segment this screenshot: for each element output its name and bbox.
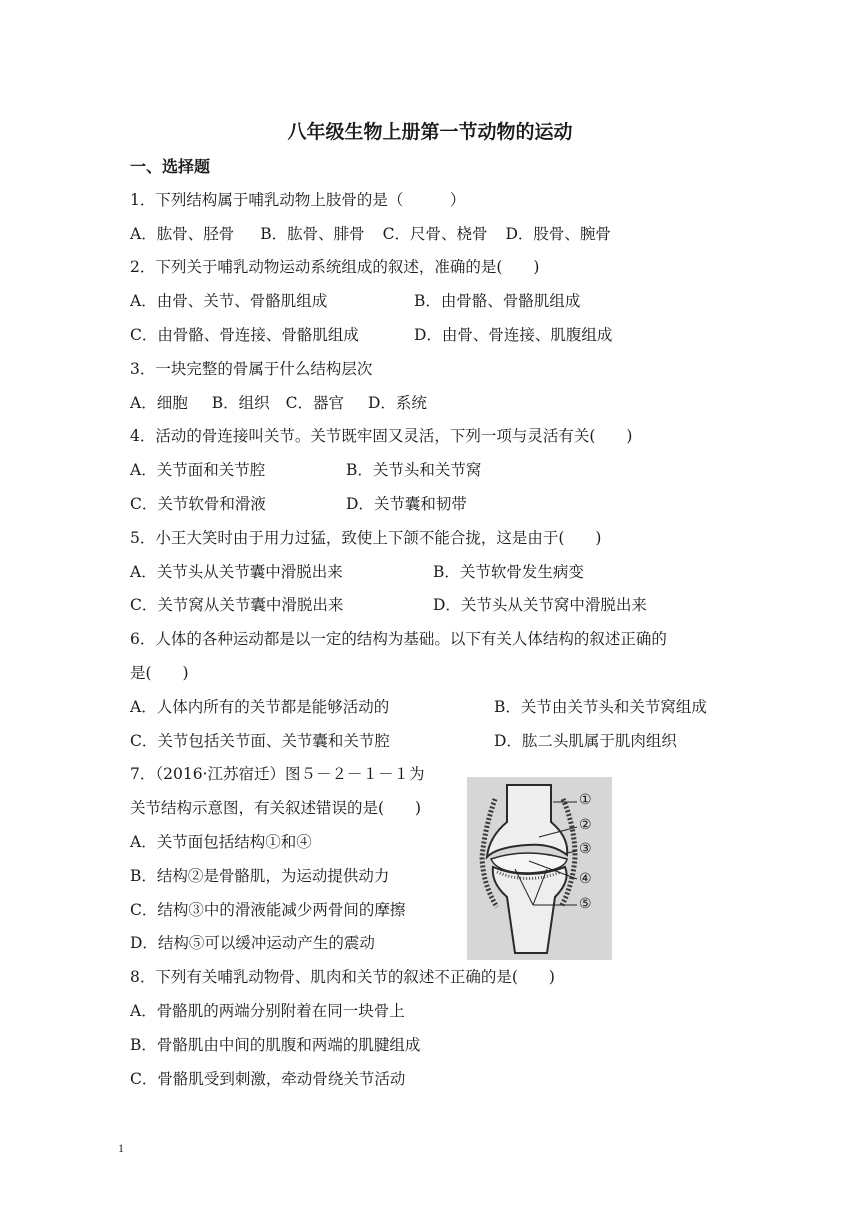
question-3-stem: 3．一块完整的骨属于什么结构层次	[130, 360, 373, 378]
q1-option-a: A．肱骨、胫骨	[130, 225, 235, 243]
q6-option-c: C．关节包括关节面、关节囊和关节腔	[130, 732, 390, 750]
q2-option-a: A．由骨、关节、骨骼肌组成	[130, 292, 328, 310]
q8-option-c: C．骨骼肌受到刺激，牵动骨绕关节活动	[130, 1070, 406, 1088]
q6-option-b: B．关节由关节头和关节窝组成	[494, 698, 707, 716]
question-2-stem: 2．下列关于哺乳动物运动系统组成的叙述，准确的是( )	[130, 258, 540, 276]
page-title: 八年级生物上册第一节动物的运动	[287, 121, 573, 143]
q8-option-a: A．骨骼肌的两端分别附着在同一块骨上	[130, 1002, 405, 1020]
q4-option-c: C．关节软骨和滑液	[130, 495, 266, 513]
page-number: 1	[118, 1141, 124, 1155]
q3-option-d: D．系统	[367, 394, 427, 412]
q3-option-c: C．器官	[285, 394, 344, 412]
q1-option-b: B．肱骨、腓骨	[260, 225, 365, 243]
joint-structure-figure	[467, 777, 612, 960]
q5-option-c: C．关节窝从关节囊中滑脱出来	[130, 596, 344, 614]
question-1-options	[130, 223, 611, 245]
q3-option-a: A．细胞	[130, 394, 188, 412]
question-6-stem: 6．人体的各种运动都是以一定的结构为基础。以下有关人体结构的叙述正确的	[130, 630, 667, 648]
q5-option-a: A．关节头从关节囊中滑脱出来	[130, 563, 343, 581]
figure-label-5: ⑤	[579, 896, 592, 912]
q7-option-d: D．结构⑤可以缓冲运动产生的震动	[130, 934, 375, 952]
figure-label-3: ③	[579, 841, 592, 857]
question-7-stem: 7．（2016·江苏宿迁）图５－２－１－１为	[130, 765, 425, 783]
q4-option-d: D．关节囊和韧带	[346, 495, 467, 513]
section-heading: 一、选择题	[130, 157, 211, 176]
figure-label-2: ②	[579, 817, 592, 833]
q4-option-a: A．关节面和关节腔	[130, 461, 266, 479]
q2-option-b: B．由骨骼、骨骼肌组成	[414, 292, 581, 310]
q1-option-d: D．股骨、腕骨	[505, 225, 611, 243]
q7-option-c: C．结构③中的滑液能减少两骨间的摩擦	[130, 901, 406, 919]
q2-option-c: C．由骨骼、骨连接、骨骼肌组成	[130, 326, 359, 344]
q7-option-b: B．结构②是骨骼肌，为运动提供动力	[130, 867, 390, 885]
question-4-stem: 4．活动的骨连接叫关节。关节既牢固又灵活，下列一项与灵活有关( )	[130, 427, 633, 445]
question-3-options	[130, 392, 427, 414]
q2-option-d: D．由骨、骨连接、肌腹组成	[414, 326, 613, 344]
q6-option-d: D．肱二头肌属于肌肉组织	[494, 732, 677, 750]
question-5-stem: 5．小王大笑时由于用力过猛，致使上下颌不能合拢，这是由于( )	[130, 529, 602, 547]
question-1-stem: 1．下列结构属于哺乳动物上肢骨的是（ ）	[130, 191, 466, 209]
q3-option-b: B．组织	[211, 394, 270, 412]
q6-option-a: A．人体内所有的关节都是能够活动的	[130, 698, 390, 716]
q5-option-d: D．关节头从关节窝中滑脱出来	[433, 596, 647, 614]
figure-label-4: ④	[579, 871, 592, 887]
question-8-stem: 8．下列有关哺乳动物骨、肌肉和关节的叙述不正确的是( )	[130, 968, 555, 986]
q1-option-c: C．尺骨、桡骨	[382, 225, 488, 243]
q5-option-b: B．关节软骨发生病变	[433, 563, 584, 581]
figure-label-1: ①	[579, 792, 592, 808]
q4-option-b: B．关节头和关节窝	[346, 461, 482, 479]
q8-option-b: B．骨骼肌由中间的肌腹和两端的肌腱组成	[130, 1036, 421, 1054]
question-6-stem-continued: 是( )	[130, 664, 189, 682]
q7-option-a: A．关节面包括结构①和④	[130, 833, 312, 851]
question-7-stem-continued: 关节结构示意图，有关叙述错误的是( )	[130, 799, 422, 817]
